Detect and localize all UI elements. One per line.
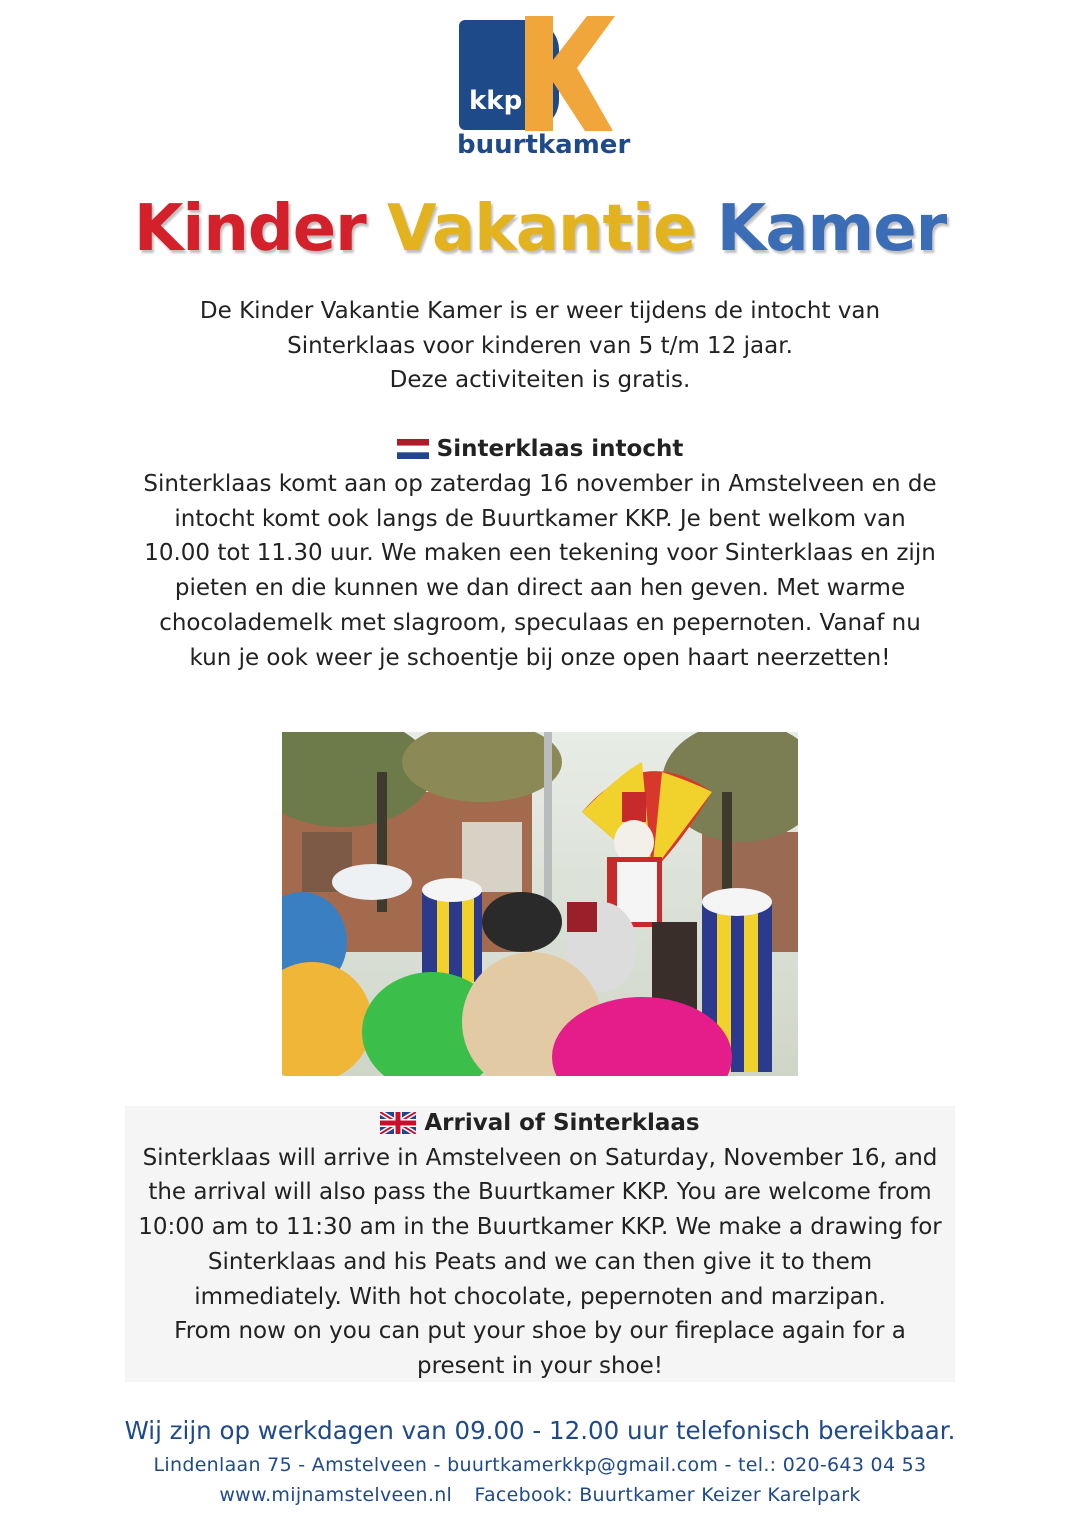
footer (0, 1412, 1080, 1510)
uk-flag-icon (380, 1112, 416, 1134)
english-heading-text: Arrival of Sinterklaas (424, 1110, 700, 1136)
english-line: present in your shoe! (416, 1352, 664, 1379)
netherlands-flag-icon (397, 439, 429, 459)
logo-wordmark: buurtkamer (457, 130, 631, 160)
english-heading (125, 1106, 955, 1141)
dutch-body (120, 467, 960, 676)
logo-k-shape (525, 16, 615, 131)
kkp-buurtkamer-logo (455, 16, 631, 166)
intro-line: Deze activiteiten is gratis. (389, 367, 691, 393)
page-title (0, 192, 1080, 266)
dutch-line: kun je ook weer je schoentje bij onze open haart neerzetten! (189, 644, 891, 671)
dutch-heading (120, 432, 960, 467)
intro-line: Sinterklaas voor kinderen van 5 t/m 12 jaar. (287, 332, 793, 359)
title-word-kamer: Kamer (716, 192, 947, 266)
english-line: Sinterklaas and his Peats and we can then give it to them (207, 1248, 873, 1275)
logo-kkp-text: kkp (469, 86, 523, 116)
dutch-line: Sinterklaas komt aan op zaterdag 16 november in Amstelveen en de (143, 470, 937, 497)
english-body (119, 1141, 961, 1384)
title-word-vakantie: Vakantie (386, 192, 696, 266)
footer-hours: Wij zijn op werkdagen van 09.00 - 12.00 uur telefonisch bereikbaar. (124, 1416, 956, 1445)
footer-links (0, 1480, 1080, 1510)
dutch-line: chocolademelk met slagroom, speculaas en pepernoten. Vanaf nu (159, 609, 921, 636)
dutch-section (120, 432, 960, 676)
dutch-heading-text: Sinterklaas intocht (436, 436, 684, 462)
english-line: Sinterklaas will arrive in Amstelveen on Saturday, November 16, and (142, 1144, 938, 1171)
english-section (125, 1106, 955, 1382)
english-line: immediately. With hot chocolate, pepernoten and marzipan. (194, 1283, 886, 1310)
facebook-link[interactable]: Facebook: Buurtkamer Keizer Karelpark (474, 1484, 861, 1506)
sinterklaas-parade-photo (282, 732, 798, 1076)
intro-text (130, 294, 950, 398)
dutch-line: pieten en die kunnen we dan direct aan hen geven. Met warme (174, 575, 906, 602)
english-line: 10:00 am to 11:30 am in the Buurtkamer KKP. We make a drawing for (138, 1214, 942, 1241)
english-line: the arrival will also pass the Buurtkamer KKP. You are welcome from (148, 1179, 932, 1206)
website-link[interactable]: www.mijnamstelveen.nl (219, 1484, 453, 1506)
english-line: From now on you can put your shoe by our fireplace again for a (174, 1318, 906, 1345)
dutch-line: intocht komt ook langs de Buurtkamer KKP. Je bent welkom van (174, 505, 906, 532)
intro-line: De Kinder Vakantie Kamer is er weer tijdens de intocht van (199, 298, 881, 324)
dutch-line: 10.00 tot 11.30 uur. We maken een tekening voor Sinterklaas en zijn (144, 540, 936, 567)
footer-address: Lindenlaan 75 - Amstelveen - buurtkamerkkp@gmail.com - tel.: 020-643 04 53 (153, 1454, 927, 1476)
title-word-kinder: Kinder (133, 192, 366, 266)
photo-illustration (282, 732, 798, 1076)
